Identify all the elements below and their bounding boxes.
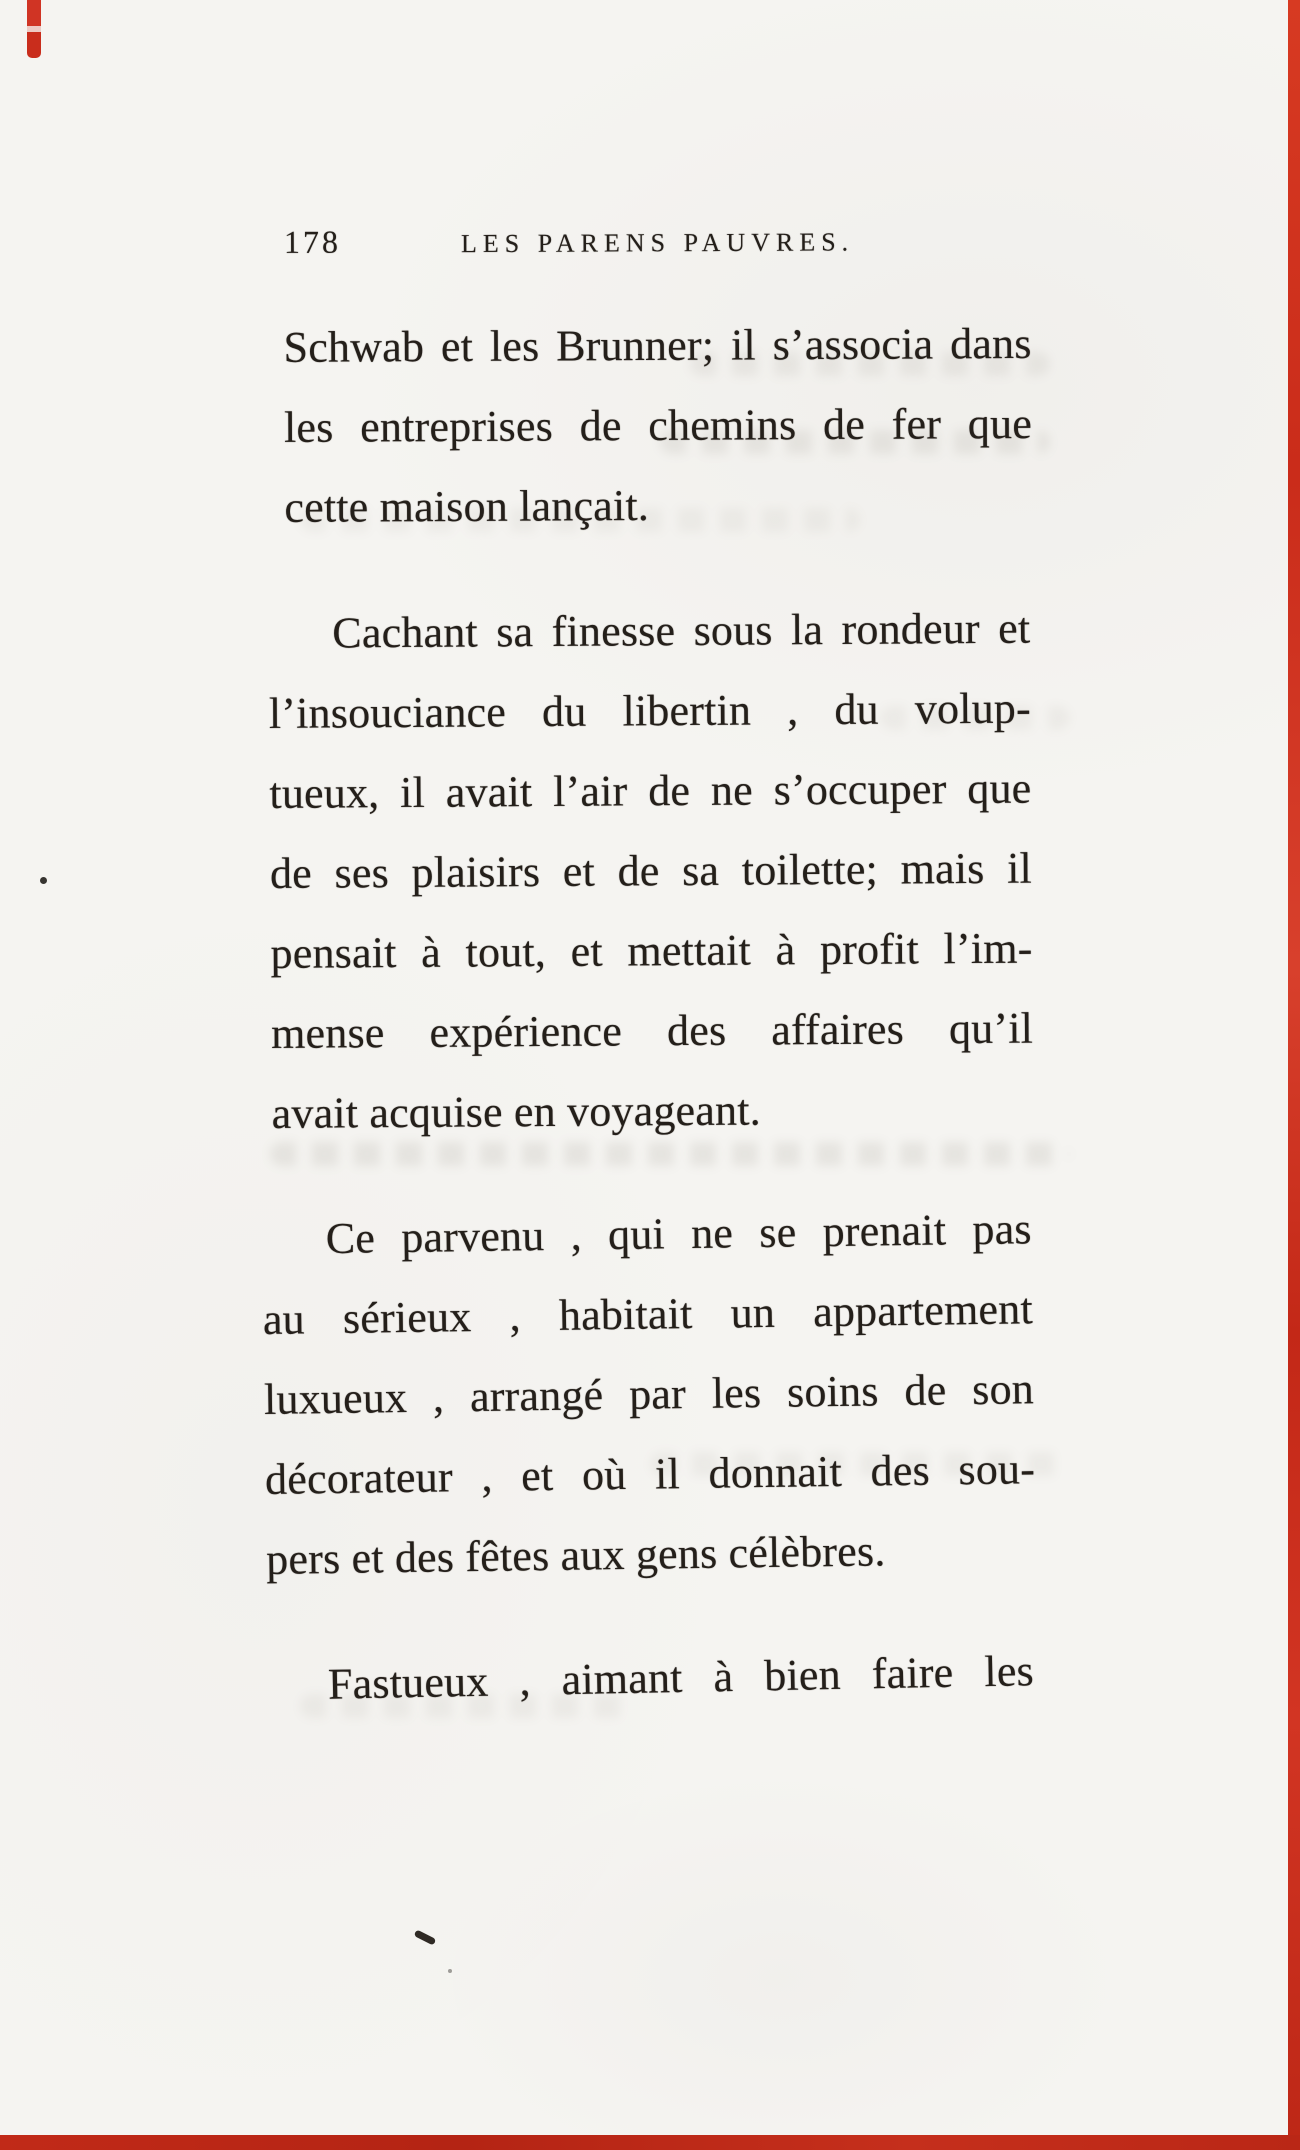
text-block [262, 308, 1034, 1726]
red-edge-bottom [0, 2135, 1300, 2150]
ink-speck [414, 1929, 437, 1945]
text-line: mense expérience des affaires qu’il [270, 1003, 1034, 1058]
text-line: pers et des fêtes aux gens célèbres. [265, 1526, 886, 1584]
text-line: au sérieux , habitait un appartement [262, 1284, 1034, 1344]
red-edge-top-left [27, 0, 41, 58]
ink-speck [448, 1969, 452, 1973]
text-line: Fastueux , aimant à bien faire les [327, 1646, 1035, 1709]
page-header [262, 221, 1034, 261]
text-line: cette maison lançait. [284, 480, 650, 532]
text-line: luxueux , arrangé par les soins de son [263, 1364, 1035, 1424]
text-line: décorateur , et où il donnait des sou- [264, 1444, 1036, 1504]
paragraph [259, 1189, 1037, 1600]
paragraph [260, 589, 1036, 1154]
text-line: les entreprises de chemins de fer que [283, 398, 1033, 452]
text-line: l’insouciance du libertin , du volup- [268, 683, 1032, 738]
running-title: LES PARENS PAUVRES. [460, 227, 855, 259]
text-line: Ce parvenu , qui ne se prenait pas [325, 1204, 1033, 1264]
text-line: avait acquise en voyageant. [271, 1085, 762, 1138]
paragraph [261, 304, 1034, 548]
paragraph [261, 1631, 1034, 1726]
text-line: de ses plaisirs et de sa toilette; mais il [269, 843, 1033, 898]
page-number: 178 [283, 223, 342, 260]
ink-speck [40, 877, 47, 884]
text-line: tueux, il avait l’air de ne s’occuper que [269, 763, 1032, 818]
text-line: Schwab et les Brunner; il s’associa dans [283, 318, 1032, 372]
red-edge-right [1288, 0, 1300, 2150]
text-line: pensait à tout, et mettait à profit l’im- [270, 923, 1033, 978]
text-line: Cachant sa finesse sous la rondeur et [332, 603, 1031, 658]
